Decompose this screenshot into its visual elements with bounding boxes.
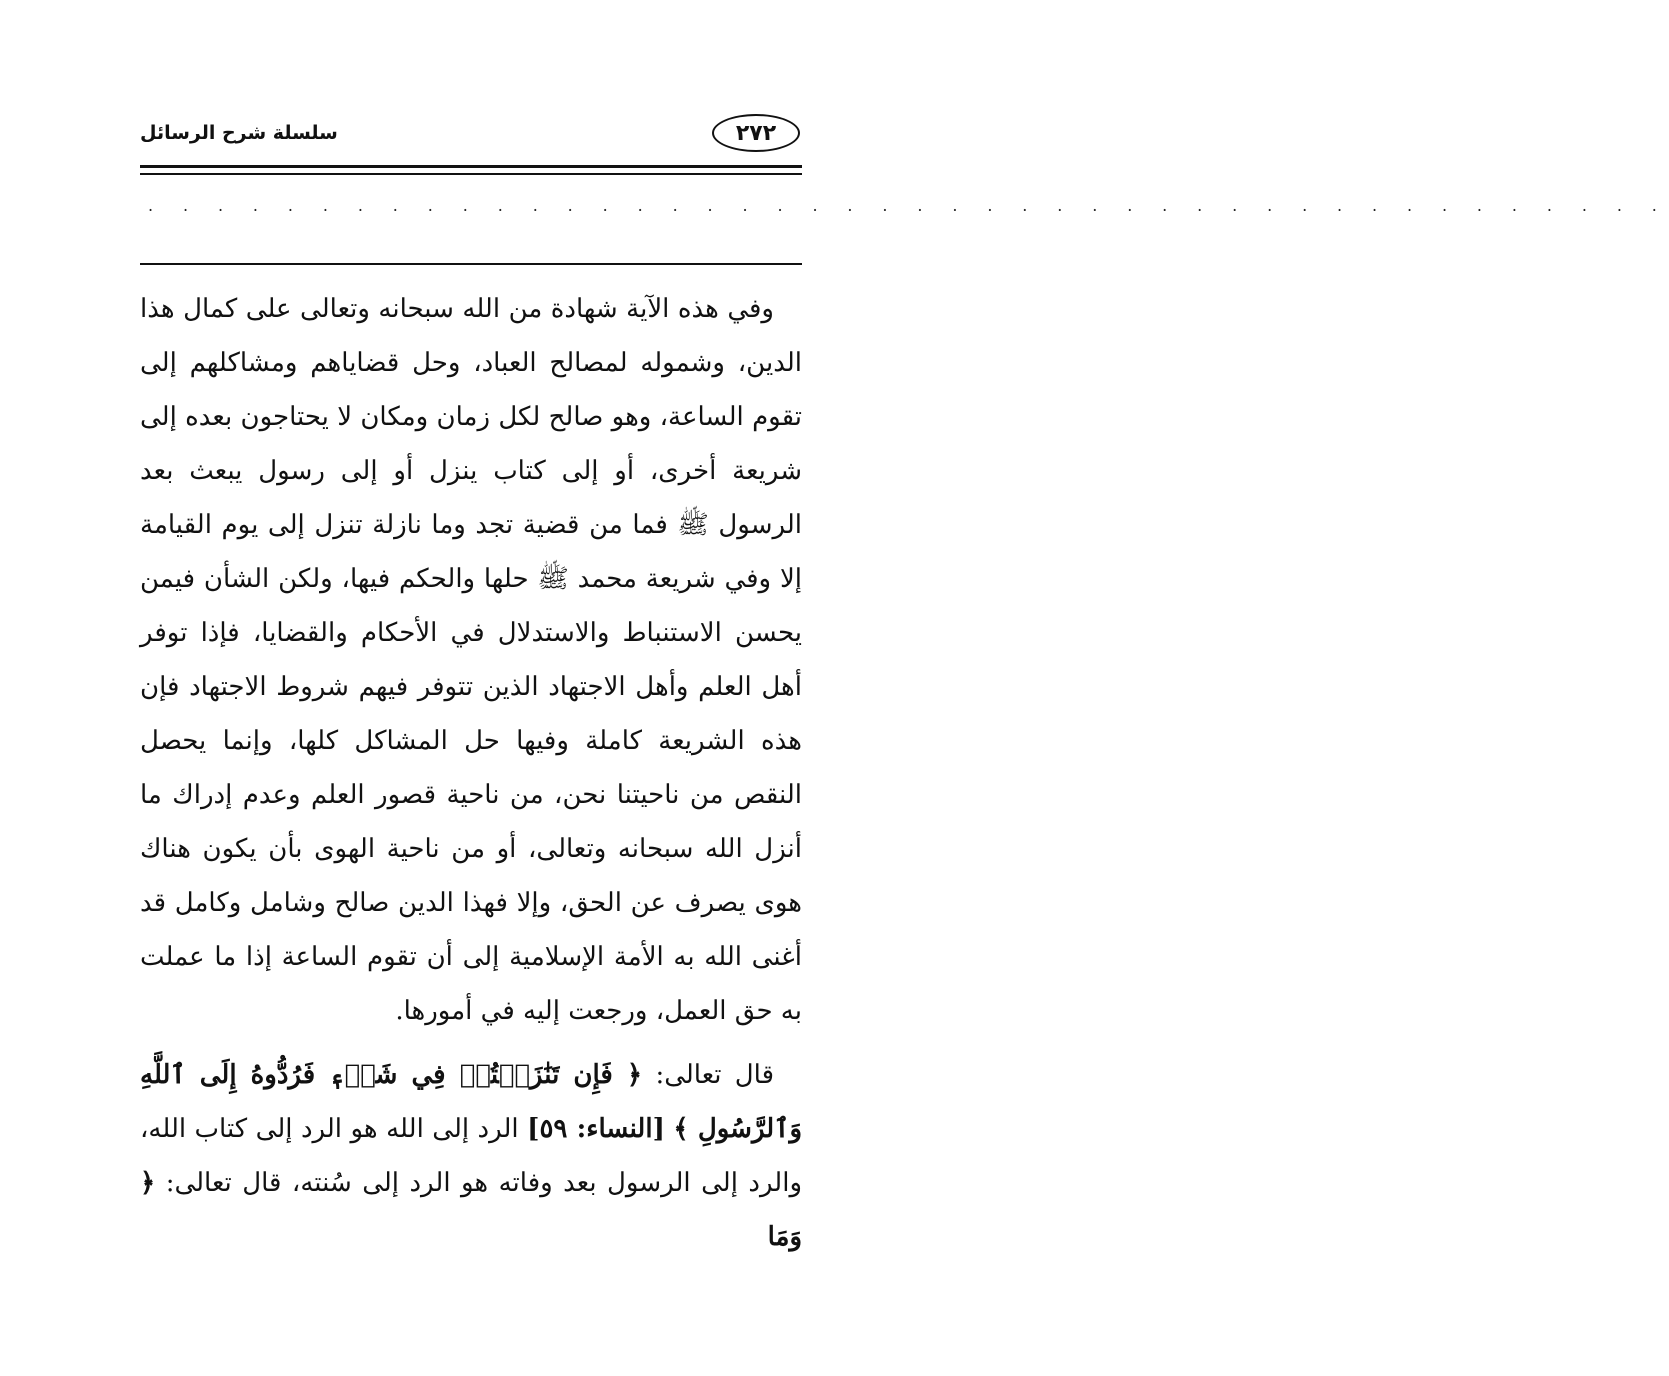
header-rule-thin <box>140 173 802 175</box>
paragraph-2-continuation: الرد إلى الله هو الرد إلى كتاب الله، والرد إلى الرسول بعد وفاته هو الرد إلى سُنته، قال تعالى: <box>140 1114 803 1198</box>
section-divider <box>140 263 802 265</box>
verse-citation: [النساء: ٥٩] <box>527 1114 665 1144</box>
page-number-badge: ٢٧٢ <box>712 114 800 152</box>
dot-leader: . . . . . . . . . . . . . . . . . . . . . . . . . . . . . . . . . . . . . . . . . . . . <box>148 196 1669 215</box>
page-header <box>140 108 802 160</box>
series-title: سلسلة شرح الرسائل <box>140 122 338 144</box>
page-body <box>140 282 802 1264</box>
header-rule-thick <box>140 165 802 168</box>
quran-verse-2-start: ﴿ وَمَا <box>140 1168 802 1252</box>
quran-verse-1: ﴿ فَإِن تَنَٰزَعۡتُمۡ فِي شَيۡءٖ فَرُدُّوهُ إِلَى ٱللَّهِ وَٱلرَّسُولِ ﴾ <box>140 1060 803 1144</box>
verse-lead: قال تعالى: <box>655 1060 775 1090</box>
paragraph-1: وفي هذه الآية شهادة من الله سبحانه وتعالى على كمال هذا الدين، وشموله لمصالح العباد، وحل قضاياهم ومشاكلهم إلى تقوم الساعة، وهو صالح لكل زمان ومكان لا يحتاجون بعده إلى شريعة أخرى، أو إلى كتاب ينزل أو إلى رسول يبعث بعد الرسول ﷺ فما من قضية تجد وما نازلة تنزل إلى يوم القيامة إلا وفي شريعة محمد ﷺ حلها والحكم فيها، ولكن الشأن فيمن يحسن الاستنباط والاستدلال في الأحكام والقضايا، فإذا توفر أهل العلم وأهل الاجتهاد الذين تتوفر فيهم شروط الاجتهاد فإن هذه الشريعة كاملة وفيها حل المشاكل كلها، وإنما يحصل النقص من ناحيتنا نحن، من ناحية قصور العلم وعدم إدراك ما أنزل الله سبحانه وتعالى، أو من ناحية الهوى بأن يكون هناك هوى يصرف عن الحق، وإلا فهذا الدين صالح وشامل وكامل قد أغنى الله به الأمة الإسلامية إلى أن تقوم الساعة إذا ما عملت به حق العمل، ورجعت إليه في أمورها. <box>140 294 802 1026</box>
paragraph-2 <box>140 1048 802 1264</box>
